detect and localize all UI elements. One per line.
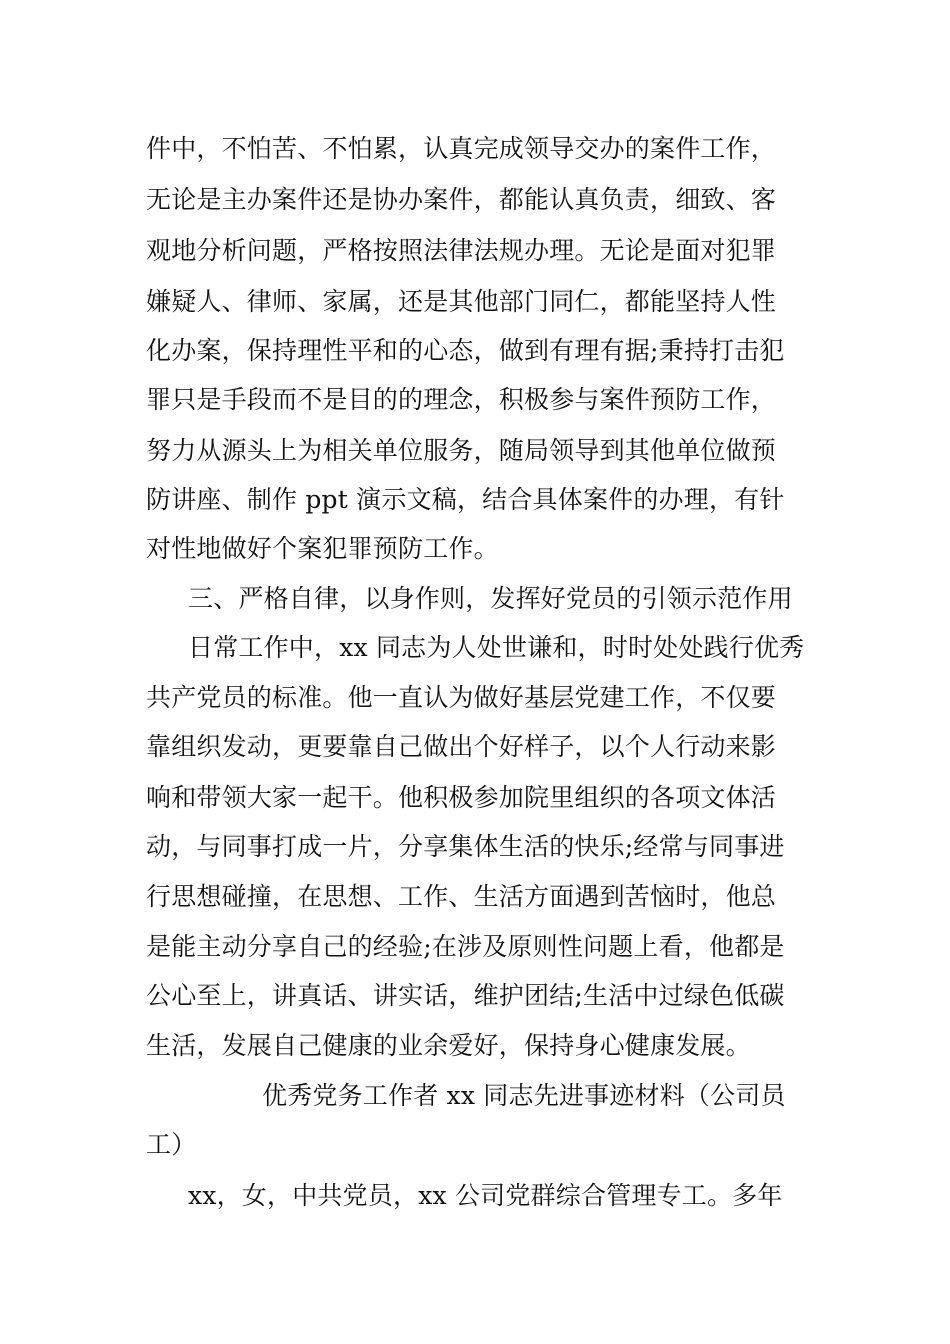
text-line: 件中，不怕苦、不怕累，认真完成领导交办的案件工作，: [146, 134, 777, 163]
text-line: 化办案，保持理性平和的心态，做到有理有据;秉持打击犯: [146, 336, 785, 365]
text-line: xx，女，中共党员，xx 公司党群综合管理专工。多年: [188, 1181, 783, 1210]
text-line: 防讲座、制作 ppt 演示文稿，结合具体案件的办理，有针: [146, 485, 785, 514]
text-line: 行思想碰撞，在思想、工作、生活方面遇到苦恼时，他总: [146, 882, 777, 911]
text-line: 响和带领大家一起干。他积极参加院里组织的各项文体活: [146, 783, 777, 812]
text-line: 无论是主办案件还是协办案件，都能认真负责，细致、客: [146, 185, 777, 214]
text-line: 生活，发展自己健康的业余爱好，保持身心健康发展。: [146, 1031, 751, 1060]
text-line: 嫌疑人、律师、家属，还是其他部门同仁，都能坚持人性: [146, 287, 777, 316]
text-line: 罪只是手段而不是目的的理念，积极参与案件预防工作，: [146, 385, 777, 414]
document-title-continued: 工）: [146, 1130, 197, 1159]
section-heading: 三、严格自律，以身作则，发挥好党员的引领示范作用: [188, 584, 793, 613]
text-line: 观地分析问题，严格按照法律法规办理。无论是面对犯罪: [146, 236, 777, 265]
text-line: 共产党员的标准。他一直认为做好基层党建工作，不仅要: [146, 683, 777, 712]
text-line: 是能主动分享自己的经验;在涉及原则性问题上看，他都是: [146, 932, 785, 961]
text-line: 公心至上，讲真话、讲实话，维护团结;生活中过绿色低碳: [146, 981, 785, 1010]
text-line: 对性地做好个案犯罪预防工作。: [146, 534, 499, 563]
text-line: 靠组织发动，更要靠自己做出个好样子，以个人行动来影: [146, 732, 777, 761]
text-line: 努力从源头上为相关单位服务，随局领导到其他单位做预: [146, 436, 777, 465]
text-line: 日常工作中，xx 同志为人处世谦和，时时处处践行优秀: [188, 633, 805, 662]
document-title: 优秀党务工作者 xx 同志先进事迹材料（公司员: [262, 1081, 786, 1110]
text-line: 动，与同事打成一片，分享集体生活的快乐;经常与同事进: [146, 832, 785, 861]
